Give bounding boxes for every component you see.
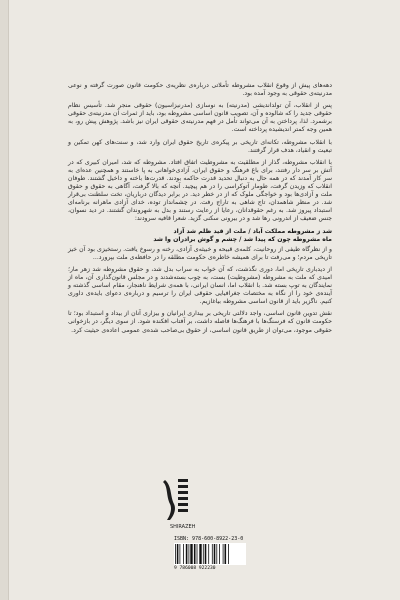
- barcode-bar: [186, 544, 188, 564]
- barcode-bar: [228, 544, 229, 564]
- isbn-block: [174, 536, 246, 571]
- paragraph-2: پس از انقلاب، آن تولد‌اندیشی (مدرنیته) به نوسازی (مدرنیزاسیون) حقوقی منجر شد. تأسیس نظام حقوقی جدید را که شالوده و آن، تصویب قانون اساسی مشروطه بود، باید از ثمرات آن مدرنیته‌ی حقوقی برشمرد. لذا، پرداختن به آن می‌تواند تأمل در فهم مدرنیته‌ی حقوقی ایران نیز باشد. پژوهش پیش رو، به همین وجه کمتر اندیشیده پرداخته است.: [67, 102, 332, 134]
- barcode-bar: [197, 544, 198, 564]
- barcode-bar: [175, 544, 176, 564]
- publisher-logo: [162, 476, 196, 532]
- barcode-bar: [205, 544, 207, 564]
- paragraph-7: نقش تدوین قانون اساسی، واجد دلالتی تاریخی بر بیداری ایرانیان و بیزاری آنان از بیداد و استبداد بود؛ تا حکومت قانون که فرسنگ‌ها با فرهنگ‌ها فاصله داشت، بر آفتاب افکنده شود. از سوی دیگر، در بازخوانی حقوقی موجود، می‌توان از طریق قانون اساسی، از حقوق بی‌صاحب شده‌ی عمومی اعاده‌ی حیثیت کرد.: [68, 310, 332, 334]
- publisher-logo-text: SHIRAZEH: [170, 524, 196, 530]
- barcode-bar: [189, 544, 190, 564]
- poem-line-2: ماه مشروطه چون که پیدا شد / چشم و گوش برادران وا شد: [153, 235, 332, 243]
- paragraph-1: دهه‌های پیش از وقوع انقلاب مشروطه تأملاتی درباره‌ی نظریه‌ی حکومت قانون صورت گرفته و نوعی مدرنیته‌ی حقوقی به وجود آمده بود.: [68, 82, 332, 98]
- barcode: [174, 543, 246, 565]
- paragraph-4: با انقلاب مشروطه، گذار از مطلقیت به مشروطیت اتفاق افتاد. مشروطه که شد، امیران کبیری که در آتش بر سر دار رفتند، برای باغ فرهنگ و حقوق ایران، آزادی‌خواهانی به پا خاستند و همچنین عده‌ای به سر کار آمدند که در همه حال به دنبال تحدید قدرت حاکمه بودند. قدرت‌ها باخته و داخیل گشتند. طوفان انقلاب که وزیدن گرفت، طومار آتوکراسی را در هم پیچید. آنچه که بالا گرفت، آگاهی به حقوق و حقوق ملت و آزادی‌ها بود و خواجگی ملوک که از در خطر دید. در برابر دیدگان درباریان، تخت سلطنت بی‌قرار شد. در منظر شاهمدان، تاج شاهی به تاراج رفت. در چشمانداز توده، خدای آزادی ماهرانه برنامه‌ای استبداد پیروز شد. به رغم حقوقدانان، رعایا از رعایت رستند و بدل به شهروندان گشتند. در دید نسوان، جنس ضعیف از اندرونی رها شد و در بیرونی سکنی گزید. شعرا قافیه سرودند:: [68, 158, 332, 223]
- barcode-bar: [216, 544, 217, 564]
- back-cover-text: [68, 82, 332, 339]
- barcode-bar: [177, 544, 179, 564]
- barcode-bar: [183, 544, 184, 564]
- paragraph-6: از دیدباری تاریخی اما، دوری نگذشت، که آن خواب به سراب بدل شد، و حقوق مشروطه شد زهر مار؛ امیدی که ملت به مشروطه (مشروطیت) بست، به چوب بسته‌شدند و در مجلس قانون‌گذاری آن، ماه از نمایندگان به توپ بسته شد. با انقلاب اما، انسان ایرانی، با همه‌ی شرایط ناهنجار، مقام اساسی گذشته و آینده‌ی خود را از نگاه به مختصات جغرافیایی حقوقی ایران را ترسیم و درباره‌ی دعوای بایده‌ی داوری کنیم. ناگزیر باید از قانون اساسی مشروطه بیاغازیم.: [68, 265, 332, 306]
- barcode-bar: [190, 544, 192, 564]
- barcode-bar: [225, 544, 227, 564]
- poem-line-1: شد ز مشروطه مملکت آباد / ملت از قید ظلم شد آزاد: [173, 227, 332, 235]
- barcode-bar: [203, 544, 204, 564]
- barcode-bar: [214, 544, 216, 564]
- barcode-bar: [199, 544, 201, 564]
- barcode-bar: [212, 544, 213, 564]
- cover-spine-edge: [0, 0, 9, 600]
- isbn-label: ISBN: 978-600-8922-23-0: [174, 536, 244, 542]
- paragraph-3: با انقلاب مشروطه، تکانه‌ای تاریخی بر پیکره‌ی تاریخ حقوق ایران وارد شد، و سنت‌های کهن تمکین و تبعیت و انقیاد، هدف قرار گرفتند.: [68, 138, 332, 154]
- barcode-bar: [180, 544, 181, 564]
- barcode-digits: 9 786008 922230: [174, 566, 216, 571]
- barcode-bar: [208, 544, 209, 564]
- paragraph-5: و از نظرگاه طیفی از روحانیت، کلمه‌ی قبیحه و خبیثه‌ی آزادی، رخنه و رسوخ یافت. رستخیزی بود آن خیز تاریخی مردم؛ و می‌رفت تا برای همیشه خاطره‌ی حکومت مطلقه را در حافظه‌ی ملت بپرورد...: [68, 245, 332, 261]
- barcode-bar: [219, 544, 220, 564]
- barcode-bar: [194, 544, 196, 564]
- barcode-bar: [223, 544, 224, 564]
